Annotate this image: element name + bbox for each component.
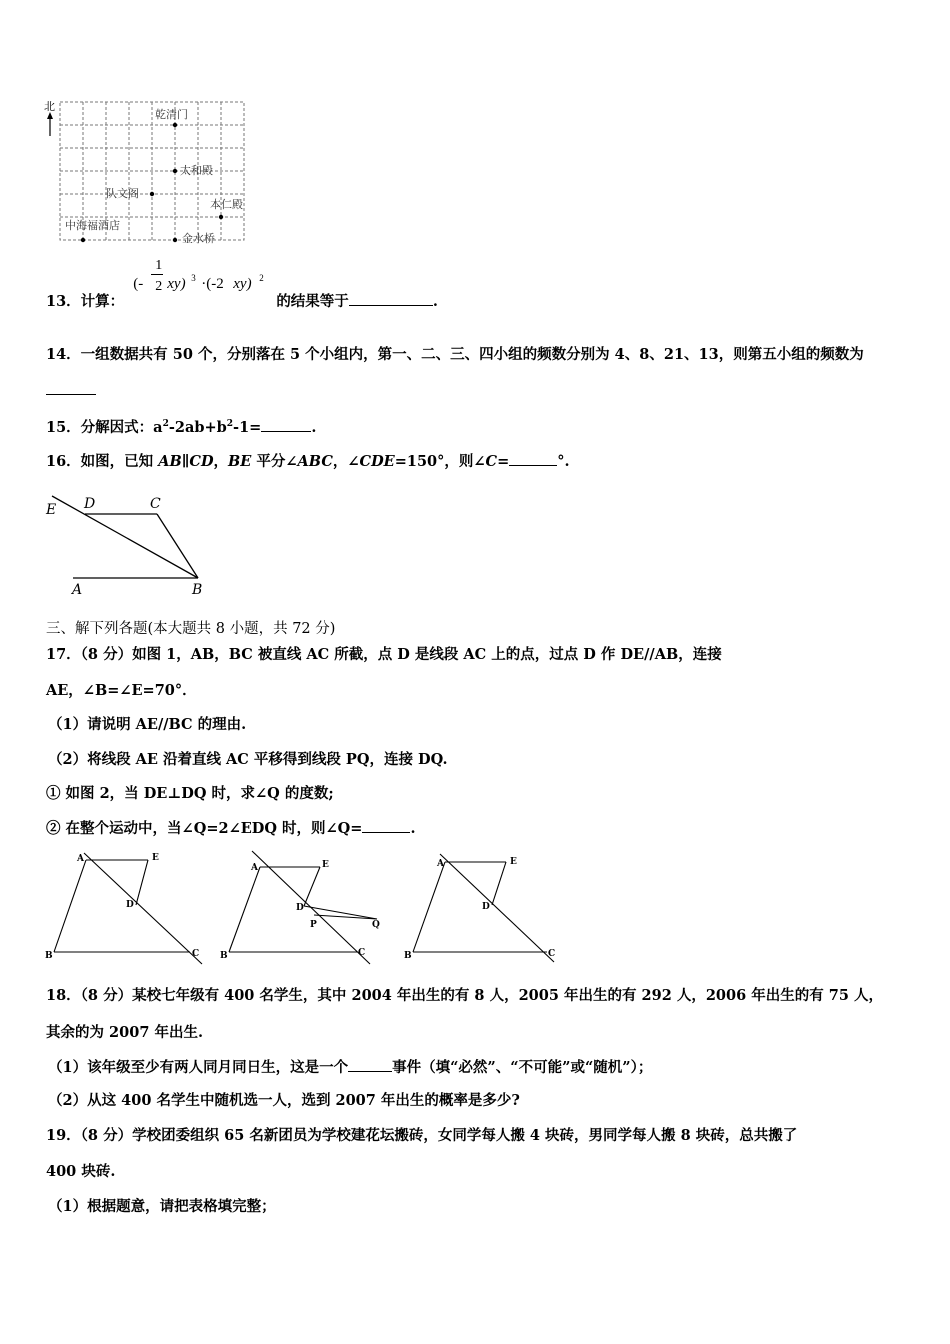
fig3-line-de (492, 862, 506, 905)
question-17-line1: 17．（8 分）如图 1，AB，BC 被直线 AC 所截，点 D 是线段 AC 上的点，过点 D 作 DE//AB，连接 (46, 646, 722, 663)
map-label-hotel: 中海福酒店 (65, 219, 120, 232)
fig3-label-b: B (404, 951, 412, 961)
fig2-label-b: B (220, 951, 228, 961)
q17-answer-blank[interactable] (362, 818, 410, 833)
map-label-qianqingmen: 乾清门 (155, 108, 188, 121)
map-label-taihedian: 太和殿 (180, 164, 213, 177)
q16-line-eb (52, 496, 198, 578)
q13-answer-blank[interactable] (349, 291, 433, 306)
fig3-line-ab (413, 862, 445, 952)
fig1-line-ac (84, 853, 202, 964)
q17-sub-2: （2）将线段 AE 沿着直线 AC 平移得到线段 PQ，连接 DQ. (48, 751, 448, 768)
fig3-label-a: A (437, 859, 444, 869)
q17-figures (40, 848, 580, 968)
question-19-line1: 19．（8 分）学校团委组织 65 名新团员为学校建花坛搬砖，女同学每人搬 4 块砖，男同学每人搬 8 块砖，总共搬了 (46, 1127, 798, 1144)
question-16: 16．如图，已知 AB∥CD，BE 平分∠ABC，∠CDE=150°，则∠C= °. (46, 453, 570, 470)
fig2-label-e: E (322, 860, 329, 870)
fig2-label-a: A (251, 863, 258, 873)
fig2-label-q: Q (372, 920, 380, 930)
q18-answer-blank[interactable] (348, 1057, 392, 1072)
map-point-benrendian (219, 215, 223, 219)
q16-label-e: E (46, 502, 57, 518)
q17-sub-4: ② 在整个运动中，当∠Q=2∠EDQ 时，则∠Q= . (46, 820, 416, 837)
q14-answer-blank[interactable] (46, 380, 96, 395)
fig2-line-ab (229, 867, 260, 952)
fig1-line-ab (54, 860, 86, 952)
fig1-label-a: A (77, 854, 84, 864)
q16-label-d: D (84, 496, 96, 512)
fig2-line-de (304, 867, 320, 906)
q15-answer-blank[interactable] (261, 417, 311, 432)
question-19-line2: 400 块砖. (46, 1163, 116, 1180)
fig2-label-p: P (310, 920, 317, 930)
question-13: 13．计算： (- 1 2 xy) 3 ·(-2 xy) 2 的结果等于 . (46, 258, 438, 310)
map-north-label: 北 (44, 100, 55, 113)
fig1-label-d: D (126, 900, 134, 910)
fig3-label-c: C (548, 949, 556, 959)
fig3-label-e: E (510, 857, 517, 867)
q18-sub-2: （2）从这 400 名学生中随机选一人，选到 2007 年出生的概率是多少? (48, 1092, 520, 1109)
fig1-label-b: B (45, 951, 53, 961)
q13-fraction-bar (151, 274, 163, 275)
q14-answer-blank-line (46, 380, 96, 401)
fig3-line-ac (440, 854, 554, 962)
q13-expression: (- 1 2 xy) 3 ·(-2 xy) 2 (133, 258, 264, 294)
q17-sub-3: ① 如图 2，当 DE⊥DQ 时，求∠Q 的度数; (46, 785, 334, 802)
north-arrowhead-icon (47, 112, 53, 119)
q17-figures-svg (40, 848, 580, 968)
map-point-qianqingmen (173, 123, 177, 127)
fig2-label-c: C (358, 948, 366, 958)
q18-sub-1: （1）该年级至少有两人同月同日生，这是一个 事件（填“必然”、“不可能”或“随机”）； (48, 1059, 653, 1076)
q16-label-a: A (72, 582, 83, 598)
fig1-label-e: E (152, 853, 159, 863)
fig1-line-de (136, 860, 148, 905)
q16-label-b: B (192, 582, 203, 598)
question-14: 14．一组数据共有 50 个，分别落在 5 个小组内，第一、二、三、四小组的频数分别为 4、8、21、13，则第五小组的频数为 (46, 346, 864, 363)
question-15: 15．分解因式：$a^2-2ab+b^2-1=$ . (46, 419, 317, 436)
section-3-title: 三、解下列各题(本大题共 8 小题，共 72 分) (46, 621, 336, 637)
q16-figure (40, 488, 215, 600)
map-label-jinshuiqiao: 金水桥 (182, 232, 215, 245)
map-point-hotel (81, 238, 85, 242)
q16-answer-blank[interactable] (509, 451, 557, 466)
q16-geometry-svg (40, 488, 215, 600)
fig1-label-c: C (192, 949, 200, 959)
fig2-label-d: D (296, 903, 304, 913)
q16-label-c: C (150, 496, 161, 512)
q17-sub-1: （1）请说明 AE//BC 的理由. (48, 716, 247, 733)
q16-line-cb (157, 514, 198, 578)
map-point-duiwenge (150, 192, 154, 196)
fig3-label-d: D (482, 902, 490, 912)
map-point-taihedian (173, 169, 177, 173)
question-18-line1: 18．（8 分）某校七年级有 400 名学生，其中 2004 年出生的有 8 人，2005 年出生的有 292 人，2006 年出生的有 75 人， (46, 987, 884, 1004)
palace-map-figure (40, 96, 255, 248)
q19-sub-1: （1）根据题意，请把表格填完整； (48, 1198, 276, 1215)
map-grid-svg (40, 96, 255, 248)
map-label-benrendian: 本仁殿 (210, 198, 243, 211)
map-point-jinshuiqiao (173, 238, 177, 242)
map-label-duiwenge: 队文阁 (106, 187, 139, 200)
question-17-line2: AE，∠B=∠E=70°． (46, 682, 197, 699)
question-18-line2: 其余的为 2007 年出生. (46, 1024, 204, 1041)
